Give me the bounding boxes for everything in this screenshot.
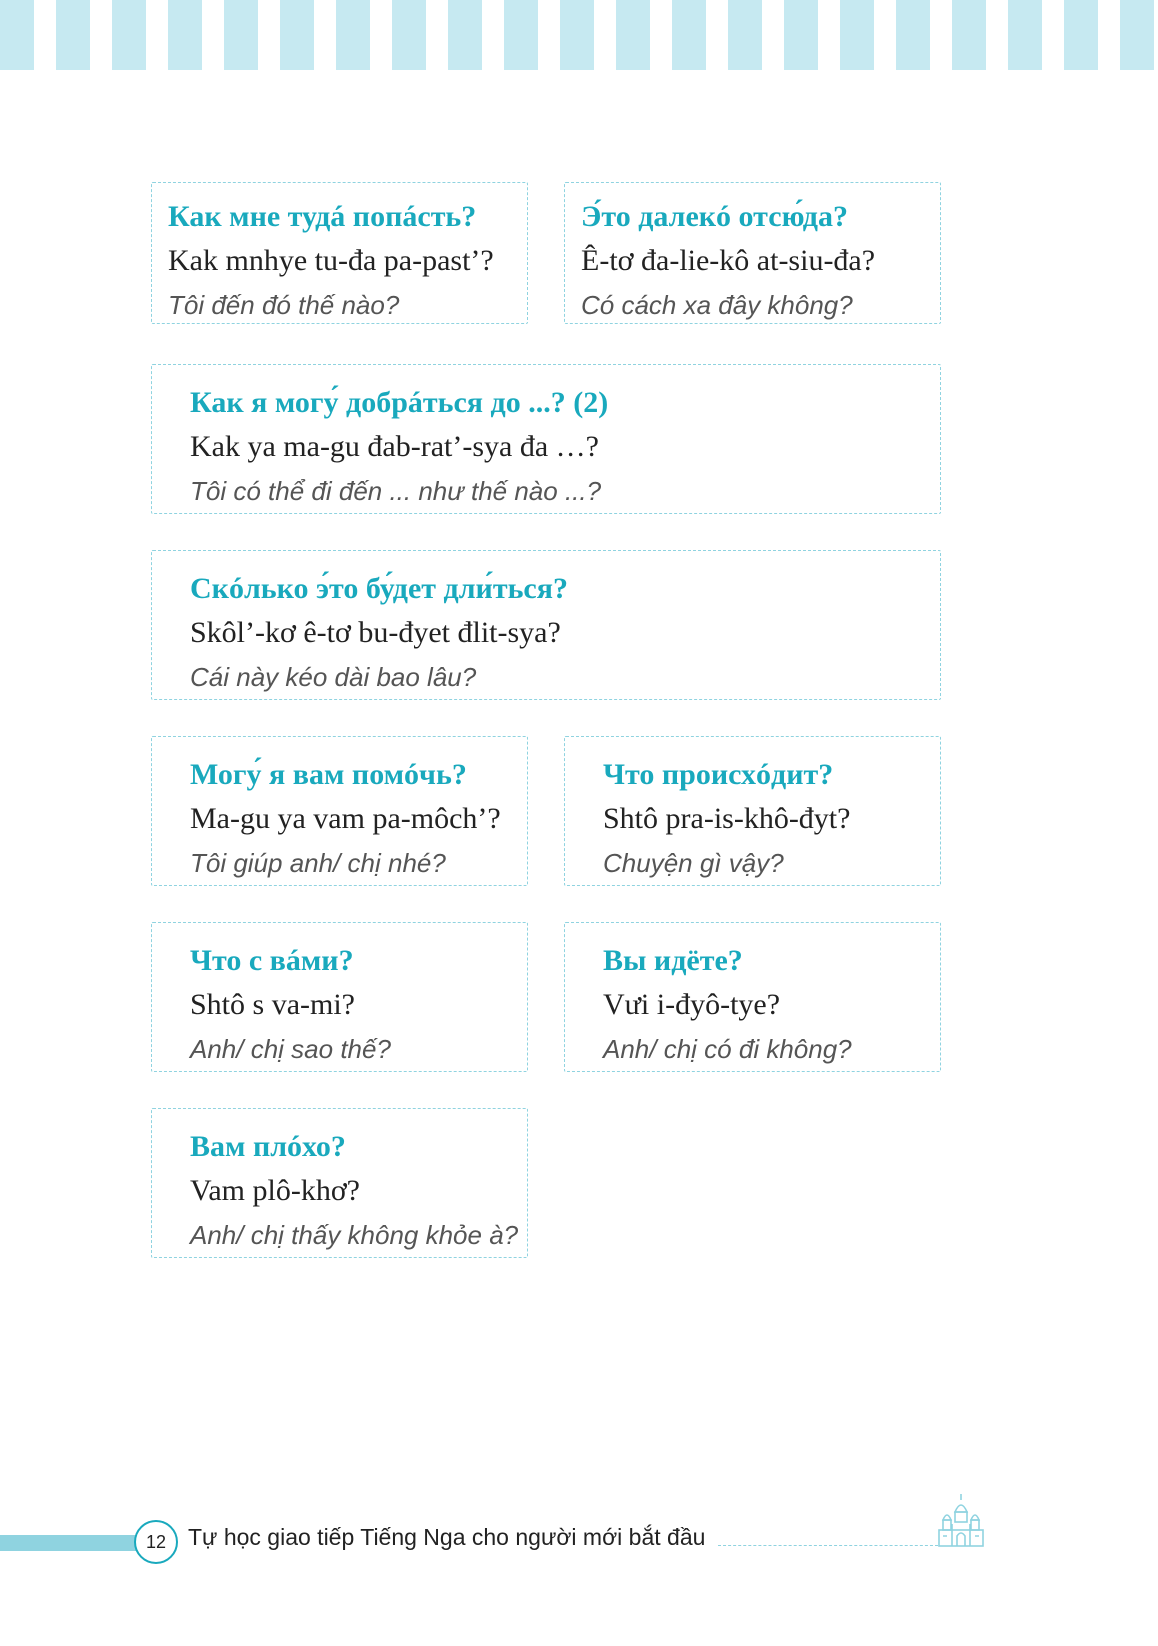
phrase-card <box>151 736 528 886</box>
phrase-card <box>151 550 941 700</box>
russian-phrase: Как мне тудá попáсть? <box>168 200 477 233</box>
transliteration: Kak ya ma-gu đab-rat’-sya đa …? <box>190 430 599 463</box>
phrase-card <box>151 922 528 1072</box>
vietnamese-translation: Anh/ chị có đi không? <box>603 1034 852 1064</box>
russian-phrase: Как я могу́ добрáться до ...? (2) <box>190 386 609 419</box>
russian-phrase: Могу́ я вам помóчь? <box>190 758 467 791</box>
russian-phrase: Что с вáми? <box>190 944 354 977</box>
vietnamese-translation: Anh/ chị sao thế? <box>190 1034 391 1064</box>
footer-divider <box>718 1545 938 1546</box>
transliteration: Ma-gu ya vam pa-môch’? <box>190 802 501 835</box>
transliteration: Skôl’-kơ ê-tơ bu-đyet đlit-sya? <box>190 616 561 649</box>
phrase-card <box>151 1108 528 1258</box>
kremlin-icon <box>935 1492 987 1548</box>
vietnamese-translation: Chuyện gì vậy? <box>603 848 784 878</box>
transliteration: Vưi i-đyô-tye? <box>603 988 781 1021</box>
transliteration: Vam plô-khơ? <box>190 1174 360 1207</box>
phrase-card <box>564 736 941 886</box>
vietnamese-translation: Cái này kéo dài bao lâu? <box>190 662 477 692</box>
russian-phrase: Вы идёте? <box>603 944 743 977</box>
transliteration: Ê-tơ đa-lie-kô at-siu-đa? <box>581 244 876 277</box>
russian-phrase: Вам плóхо? <box>190 1130 346 1163</box>
vietnamese-translation: Có cách xa đây không? <box>581 290 853 320</box>
russian-phrase: Скóлько э́то бу́дет дли́ться? <box>190 572 568 605</box>
phrase-card <box>564 922 941 1072</box>
transliteration: Shtô pra-is-khô-đyt? <box>603 802 851 835</box>
phrase-card <box>151 364 941 514</box>
vietnamese-translation: Tôi đến đó thế nào? <box>168 290 400 320</box>
russian-phrase: Э́то далекó отсю́да? <box>581 200 848 233</box>
page-number: 12 <box>134 1520 178 1564</box>
phrase-card <box>564 182 941 324</box>
book-title: Tự học giao tiếp Tiếng Nga cho người mới bắt đầu <box>188 1524 706 1550</box>
transliteration: Shtô s va-mi? <box>190 988 355 1021</box>
transliteration: Kak mnhye tu-đa pa-past’? <box>168 244 494 277</box>
vietnamese-translation: Tôi giúp anh/ chị nhé? <box>190 848 446 878</box>
phrase-card <box>151 182 528 324</box>
vietnamese-translation: Tôi có thể đi đến ... như thế nào ...? <box>190 476 602 506</box>
footer-accent-bar <box>0 1535 150 1551</box>
russian-phrase: Что происхóдит? <box>603 758 834 791</box>
vietnamese-translation: Anh/ chị thấy không khỏe à? <box>190 1220 519 1250</box>
top-stripe-band <box>0 0 1158 70</box>
